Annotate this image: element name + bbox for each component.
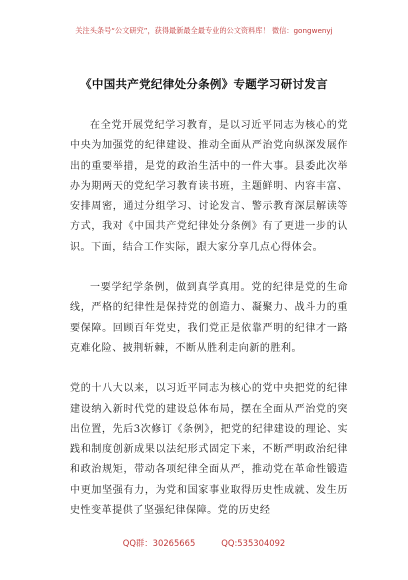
document-body [70, 116, 348, 521]
document-title: 《中国共产党纪律处分条例》专题学习研讨发言 [80, 77, 328, 91]
qq-group-text: QQ群：30265665 [122, 538, 196, 548]
paragraph-history: 党的十八大以来，以习近平同志为核心的党中央把党的纪律建设纳入新时代党的建设总体布局，摆在全面从严治党的突出位置，先后3次修订《条例》，把党的纪律建设的理论、实践和制度创新成果以法纪形式固定下来，不断严明政治纪律和政治规矩，带动各项纪律全面从严，推动党在革命性锻造中更加坚强有力，为党和国家事业取得历史性成就、发生历史性变革提供了坚强纪律保障。党的历史经 [70, 383, 348, 517]
paragraph-point-one: 一要学纪学条例，做到真学真用。党的纪律是党的生命线，严格的纪律性是保持党的创造力、凝聚力、战斗力的重要保障。回顾百年党史，我们党正是依靠严明的纪律才一路克难化险、披荆斩棘，不断从胜利走向新的胜利。 [70, 282, 348, 354]
contact-footer [0, 537, 408, 549]
promo-header: 关注头条号“公文研究”，获得最新最全最专业的公文资料库！ 微信：gongwenyj [75, 26, 333, 35]
qq-number-text: QQ:535304092 [221, 538, 286, 548]
paragraph-intro: 在全党开展党纪学习教育，是以习近平同志为核心的党中央为加强党的纪律建设、推动全面从严治党向纵深发展作出的重要举措，是党的政治生活中的一件大事。县委此次举办为期两天的党纪学习教育读书班，主题鲜明、内容丰富、安排周密，通过分组学习、讨论发言、警示教育深层解读等方式，我对《中国共产党纪律处分条例》有了更进一步的认识。下面，结合工作实际，跟大家分享几点心得体会。 [70, 120, 348, 253]
